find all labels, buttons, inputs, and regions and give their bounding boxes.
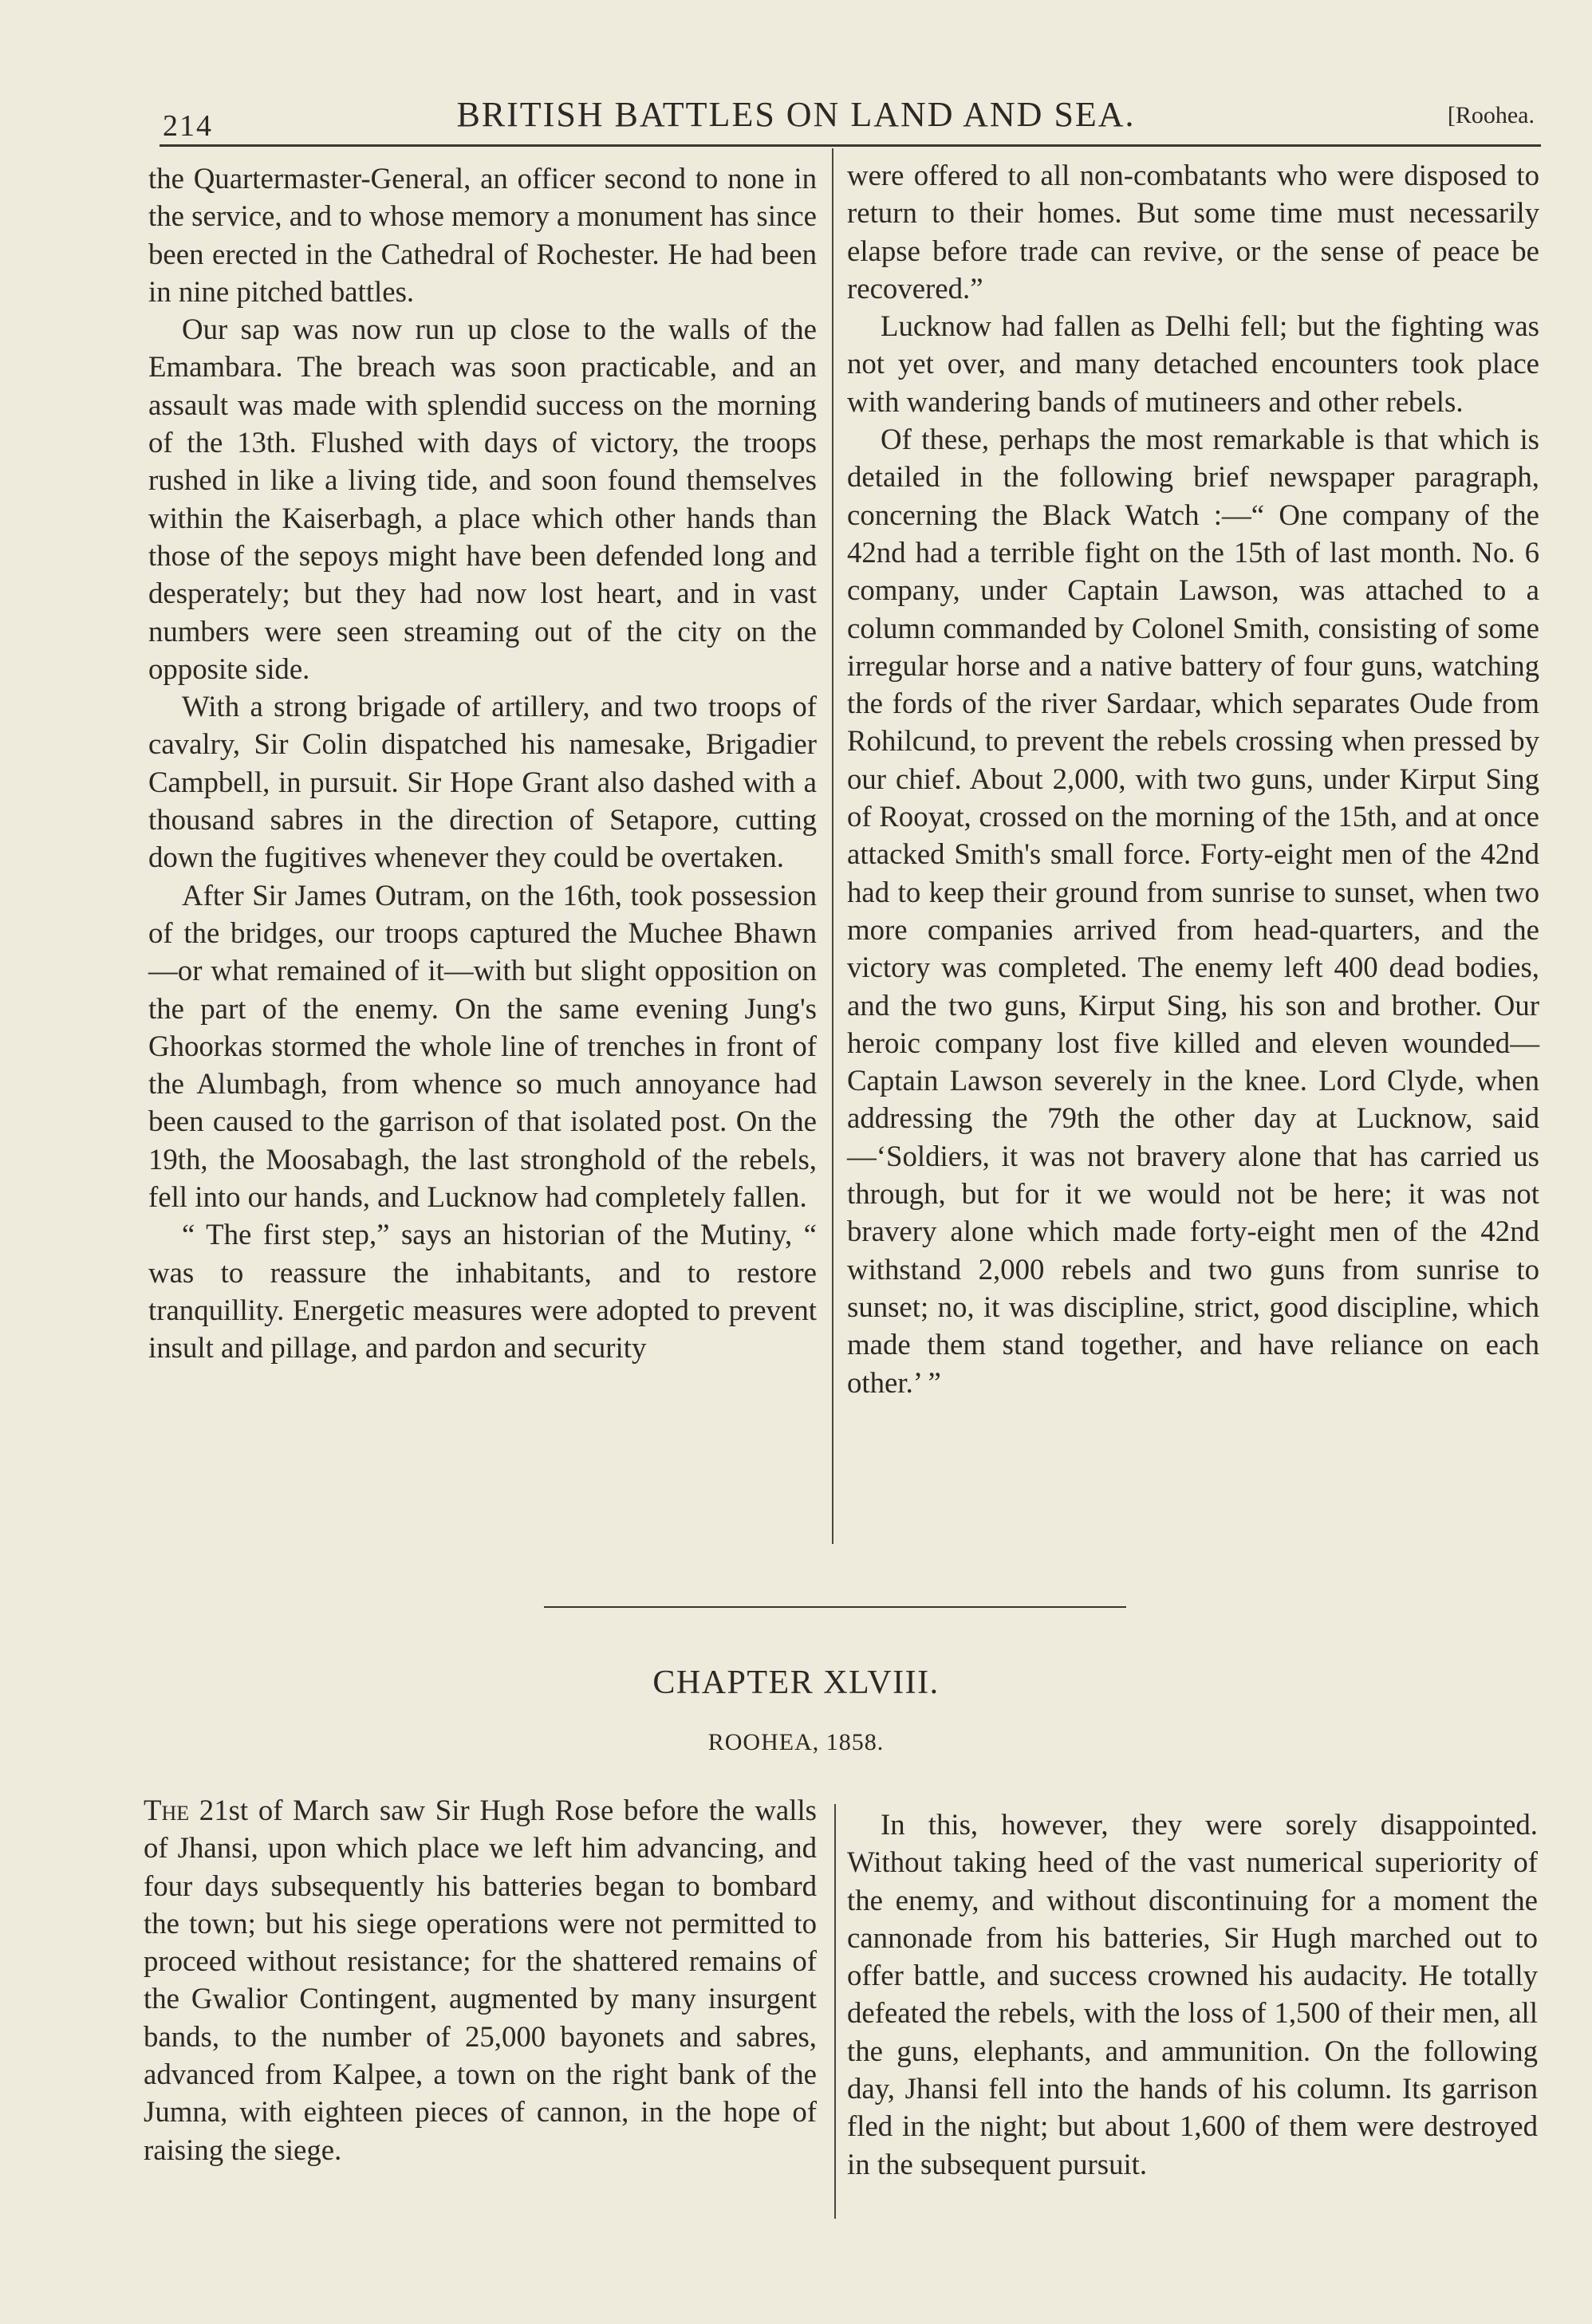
paragraph-text: 21st of March saw Sir Hugh Rose before the walls of Jhansi, upon which place we left him advancing, and four days subsequently his batteries began to bombard the town; but his siege operations were not permitted to proceed without resistance; for the shattered remains of the Gwalior Contingent, augmented by many insurgent bands, to the number of 25,000 bayonets and sabres, advanced from Kalpee, a town on the right bank of the Jumna, with eighteen pieces of cannon, in the hope of raising the siege. [144,1794,817,2166]
chapter-place: ROOHEA, [707,1729,820,1755]
left-column-chapter [144,1791,817,2168]
column-divider [834,1804,836,2219]
paragraph: After Sir James Outram, on the 16th, took possession of the bridges, our troops captured the Muchee Bhawn—or what remained of it—with but slight opposition on the part of the enemy. On the same evening Jung's Ghoorkas stormed the whole line of trenches in front of the Alumbagh, from whence so much annoyance had been caused to the garrison of that isolated post. On the 19th, the Moosabagh, the last stronghold of the rebels, fell into our hands, and Lucknow had completely fallen. [148,878,817,1214]
lead-word: The [144,1794,190,1826]
paragraph: Of these, perhaps the most remarkable is that which is detailed in the following brief newspaper paragraph, concerning the Black Watch :—“ One company of the 42nd had a terrible fight on the 15th of last month. No. 6 company, under Captain Lawson, was attached to a column commanded by Colonel Smith, consisting of some irregular horse and a native battery of four guns, watching the fords of the river Sardaar, which separates Oude from Rohilcund, to prevent the rebels crossing when pressed by our chief. About 2,000, with two guns, under Kirput Sing of Rooyat, crossed on the morning of the 15th, and at once attacked Smith's small force. Forty-eight men of the 42nd had to keep their ground from sunrise to sunset, when two more companies arrived from head-quarters, and the victory was completed. The enemy left 400 dead bodies, and the two guns, Kirput Sing, his son and brother. Our heroic company lost five killed and eleven wounded—Captain Lawson severely in the knee. Lord Clyde, when addressing the 79th the other day at Lucknow, said—‘Soldiers, it was not bravery alone that has carried us through, but for it we would not be here; it was not bravery alone which made forty-eight men of the 42nd withstand 2,000 rebels and two guns from sunrise to sunset; no, it was discipline, strict, good discipline, which made them stand together, and have reliance on each other.’ ” [847,423,1539,1399]
paragraph: “ The first step,” says an historian of the Mutiny, “ was to reassure the inhabitants, and to restore tranquillity. Energetic measures were adopted to prevent insult and pillage, and pardon and security [148,1218,817,1365]
paragraph: In this, however, they were sorely disappointed. Without taking heed of the vast numerical superiority of the enemy, and without discontinuing for a moment the cannonade from his batteries, Sir Hugh marched out to offer battle, and success crowned his audacity. He totally defeated the rebels, with the loss of 1,500 of their men, all the guns, elephants, and ammunition. On the following day, Jhansi fell into the hands of his column. Its garrison fled in the night; but about 1,600 of them were destroyed in the subsequent pursuit. [847,1808,1538,2180]
chapter-subtitle [0,1729,1592,1756]
right-column-chapter [847,1806,1538,2183]
paragraph: were offered to all non-combatants who were disposed to return to their homes. But some time must necessarily elapse before trade can revive, or the sense of peace be recovered.” [847,159,1539,305]
running-title: BRITISH BATTLES ON LAND AND SEA. [456,95,1136,134]
running-section: [Roohea. [1447,102,1535,128]
paragraph: With a strong brigade of artillery, and two troops of cavalry, Sir Colin dispatched his namesake, Brigadier Campbell, in pursuit. Sir Hope Grant also dashed with a thousand sabres in the direction of Setapore, cutting down the fugitives whenever they could be overtaken. [148,690,817,874]
paragraph [144,1791,817,2168]
paragraph: Lucknow had fallen as Delhi fell; but the fighting was not yet over, and many detached encounters took place with wandering bands of mutineers and other rebels. [847,309,1539,418]
paragraph: the Quartermaster-General, an officer second to none in the service, and to whose memory a monument has since been erected in the Cathedral of Rochester. He had been in nine pitched battles. [148,162,817,308]
column-divider [832,148,833,1544]
chapter-title: CHAPTER XLVIII. [652,1664,940,1701]
right-column-top [847,156,1539,1401]
chapter-year: 1858. [826,1729,885,1755]
page-number: 214 [163,109,213,143]
chapter-divider-rule [544,1606,1126,1608]
paragraph: Our sap was now run up close to the walls of the Emambara. The breach was soon practicable, and an assault was made with splendid success on the morning of the 13th. Flushed with days of victory, the troops rushed in like a living tide, and soon found themselves within the Kaiserbagh, a place which other hands than those of the sepoys might have been defended long and desperately; but they had now lost heart, and in vast numbers were seen streaming out of the city on the opposite side. [148,313,817,685]
header-rule [160,144,1541,147]
left-column-top [148,160,817,1367]
